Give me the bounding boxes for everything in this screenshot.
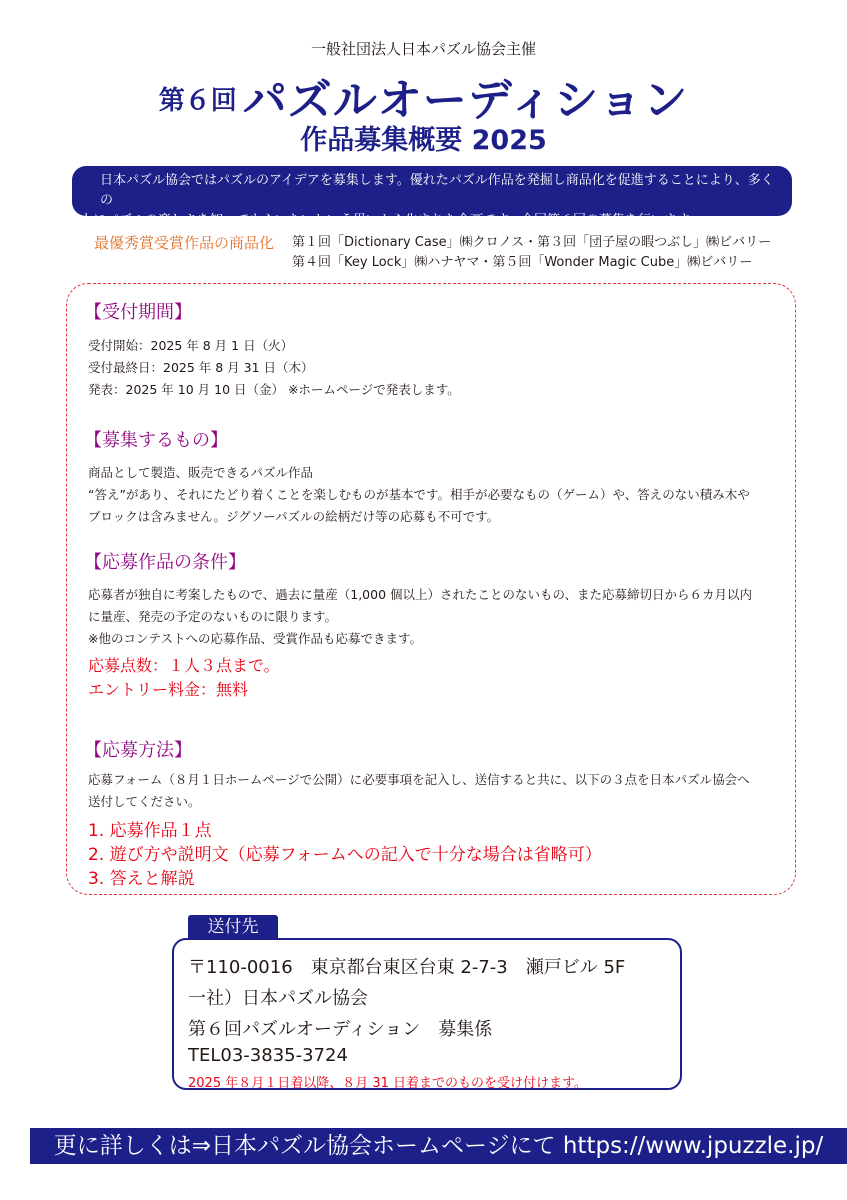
shipping-org: 一社）日本パズル協会 [188,988,368,1009]
conditions-line: に量産、発売の予定のないものに限ります。 [88,609,338,624]
shipping-tab: 送付先 [188,915,278,939]
period-line: 受付最終日：2025 年 8 月 31 日（木） [88,360,314,375]
conditions-line: 応募者が独自に考案したもので、過去に量産（1,000 個以上）されたことのないもの、また応募締切日から６カ月以内 [88,587,753,602]
method-item: 1. 応募作品１点 [88,821,212,841]
intro-line-2: 人にパズルの楽しさを知ってもらいたいという思いから生まれた企画です。今回第６回の募集を行います。 [80,213,702,228]
wanted-line: “答え”があり、それにたどり着くことを楽しむものが基本です。相手が必要なもの（ゲーム）や、答えのない積み木や [88,487,750,502]
title-main: パズルオーディション [242,75,689,126]
method-item: 2. 遊び方や説明文（応募フォームへの記入で十分な場合は省略可） [88,845,602,865]
footer-banner[interactable]: 更に詳しくは⇒日本パズル協会ホームページにて https://www.jpuzzle.jp/ [30,1128,847,1164]
winners-line-2: 第４回「Key Lock」㈱ハナヤマ・第５回「Wonder Magic Cube」㈱ビバリー [292,255,753,270]
title-prefix: 第６回 [158,86,237,116]
intro-banner [72,166,792,228]
winners-line-1: 第１回「Dictionary Case」㈱クロノス・第３回「団子屋の暇つぶし」㈱ビバリー [292,235,772,250]
shipping-tel: TEL03-3835-3724 [188,1045,348,1066]
section-heading-method: 【応募方法】 [84,740,192,761]
page-subtitle: 作品募集概要 2025 [300,125,547,156]
winners-label: 最優秀賞受賞作品の商品化 [94,234,275,252]
method-line: 送付してください。 [88,794,201,809]
method-item: 3. 答えと解説 [88,869,195,889]
conditions-line: ※他のコンテストへの応募作品、受賞作品も応募できます。 [88,631,422,646]
method-line: 応募フォーム（８月１日ホームページで公開）に必要事項を記入し、送信すると共に、以下の３点を日本パズル協会へ [88,772,750,787]
period-line: 発表：2025 年 10 月 10 日（金） ※ホームページで発表します。 [88,382,460,397]
winners-list [292,233,771,273]
intro-line-1: 日本パズル協会ではパズルのアイデアを募集します。優れたパズル作品を発掘し商品化を促進することにより、多くの [100,173,774,208]
entry-limit: 応募点数：１人３点まで。 [88,656,280,675]
wanted-line: ブロックは含みません。ジグソーパズルの絵柄だけ等の応募も不可です。 [88,509,500,524]
period-line: 受付開始：2025 年 8 月 1 日（火） [88,338,294,353]
organizer-line: 一般社団法人日本パズル協会主催 [310,40,536,58]
shipping-attn: 第６回パズルオーディション 募集係 [188,1019,493,1040]
shipping-address: 〒110-0016 東京都台東区台東 2-7-3 瀬戸ビル 5F [188,957,626,978]
section-heading-conditions: 【応募作品の条件】 [84,552,246,573]
entry-fee: エントリー料金：無料 [88,680,249,699]
wanted-line: 商品として製造、販売できるパズル作品 [88,465,314,480]
shipping-note: 2025 年８月１日着以降、８月 31 日着までのものを受け付けます。 [188,1076,587,1091]
section-heading-wanted: 【募集するもの】 [84,430,228,451]
section-heading-period: 【受付期間】 [84,302,192,323]
